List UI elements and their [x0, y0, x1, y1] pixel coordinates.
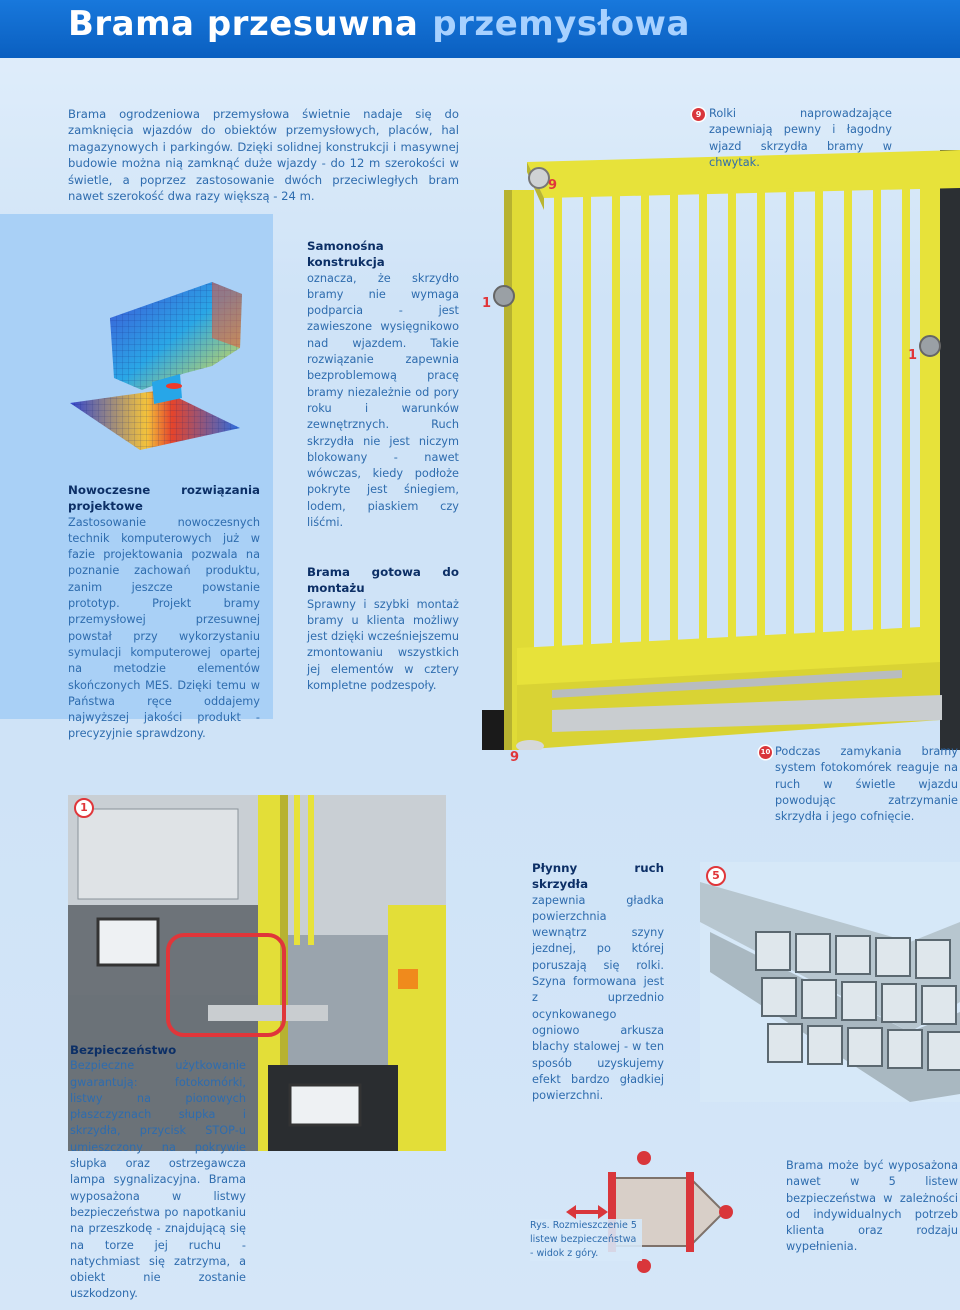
gate-bar [844, 187, 852, 632]
profile-cell [888, 1030, 922, 1068]
page-title [68, 4, 690, 44]
diagram-caption [530, 1219, 642, 1261]
profile-cell [882, 984, 916, 1022]
gate-label-9-bottom: 9 [510, 750, 520, 765]
photocell-note-text: Podczas zamykania bramy system fotokomórek reaguje na ruch w świetle wjazdu powodując zatrzymanie skrzydła i jego cofnięcie. [775, 745, 958, 824]
gate-bar [815, 188, 823, 634]
ready-gate-text: Sprawny i szybki montaż bramy u klienta możliwy jest dzięki wcześniejszemu zmontowaniu wszystkich jej elementów w cztery kompletne podzespoły. [307, 597, 459, 693]
profiles-photo [700, 862, 960, 1102]
gate-bar [641, 193, 649, 643]
profile-cell [762, 978, 796, 1016]
safety-text: Bezpieczne użytkowanie gwarantują: fotokomórki, listwy na pionowych płaszczyznach słupka i skrzydła, przycisk STOP-u umieszczony na pokrywie słupka oraz ostrzegawcza lampa sygnalizacyjna. Brama wyposażona w listwy bezpieczeństwa po napotkaniu na przeszkodę - znajdującą się na torze jej ruchu - natychmiast się zatrzyma, a obiekt nie zostanie uszkodzony. [70, 1059, 246, 1301]
self-supporting-heading: Samonośna konstrukcja [307, 239, 385, 270]
profile-cells [756, 932, 960, 1070]
modern-solutions-heading: Nowoczesne rozwiązania projektowe [68, 483, 260, 514]
gate-bar [873, 186, 881, 630]
equipment-note-text: Brama może być wyposażona nawet w 5 listew bezpieczeństwa w zależności od indywidualnych potrzeb klienta oraz rodzaju wypełnienia. [786, 1159, 958, 1254]
smooth-motion-heading: Płynny ruch skrzydła [532, 861, 664, 892]
rollers-note-text: Rolki naprowadzające zapewniają pewny i łagodny wjazd skrzydła bramy w chwytak. [709, 107, 892, 169]
gate-bar [612, 194, 620, 645]
equipment-note [786, 1158, 958, 1256]
title-part-1: Brama przesuwna [68, 4, 419, 44]
profile-cell [796, 934, 830, 972]
diagram-caption-text: Rys. Rozmieszczenie 5 listew bezpieczeństwa - widok z góry. [530, 1220, 637, 1259]
gate-bar [786, 189, 794, 635]
profile-cell [768, 1024, 802, 1062]
safety-section [70, 1042, 246, 1303]
safety-heading: Bezpieczeństwo [70, 1043, 177, 1057]
photocell-note [775, 744, 958, 825]
profile-cell [756, 932, 790, 970]
gate-bar [699, 192, 707, 641]
gate-bar [670, 192, 678, 641]
gate-label-9-top: 9 [548, 178, 558, 193]
intro-text: Brama ogrodzeniowa przemysłowa świetnie nadaje się do zamknięcia wjazdów do obiektów przemysłowych, placów, hal magazynowych i parkingów. Dzięki solidnej konstrukcji i masywnej budowie można nią zamknąć duże wjazdy - do 12 m szerokości w świetle, a poprzez zastosowanie dwóch przeciwległych bram nawet szerokość dwa razy większą - 24 m. [68, 107, 459, 204]
ready-gate-section [307, 564, 459, 694]
profile-cell [842, 982, 876, 1020]
profile-cell [928, 1032, 960, 1070]
smooth-motion-text: zapewnia gładka powierzchnia wewnątrz szyny jezdnej, po której poruszają się rolki. Szyna formowana jest z uprzednio ocynkowanego ogniowo arkusza blachy stalowej - w ten sposób uzyskujemy efekt bardzo gładkiej powierzchni. [532, 893, 664, 1103]
profile-cell [836, 936, 870, 974]
profile-cell [808, 1026, 842, 1064]
gate-bar [728, 191, 736, 639]
title-part-2: przemysłowa [432, 4, 690, 44]
profile-cell [848, 1028, 882, 1066]
profile-cell [876, 938, 910, 976]
photocell-badge: 10 [759, 746, 772, 759]
intro-paragraph [68, 106, 459, 204]
truck-label-text: 1 [80, 801, 88, 814]
self-supporting-section [307, 238, 459, 531]
gate-bar [757, 190, 765, 637]
smooth-motion-section [532, 860, 664, 1104]
profile-cell [916, 940, 950, 978]
gate-bar [583, 195, 591, 646]
fem-simulation-image [62, 278, 254, 450]
truck-label-1 [74, 798, 94, 818]
rollers-badge: 9 [692, 108, 705, 121]
profiles-label-5 [706, 866, 726, 886]
gate-bar [902, 185, 910, 629]
gate-label-1-right: 1 [908, 348, 918, 363]
ready-gate-heading: Brama gotowa do montażu [307, 565, 459, 596]
gate-label-1-left: 1 [482, 296, 492, 311]
modern-solutions-section [68, 482, 260, 743]
gate-photo [482, 150, 960, 750]
rollers-note [709, 106, 892, 171]
profile-cell [922, 986, 956, 1024]
self-supporting-text: oznacza, że skrzydło bramy nie wymaga podparcia - jest zawieszone wysięgnikowo nad wjazdem. Takie rozwiązanie zapewnia bezproblemową pracę bramy niezależnie od pory roku i warunków zewnętrznych. Ruch skrzydła nie jest niczym blokowany - nawet wówczas, kiedy podłoże pokryte jest śniegiem, lodem, piaskiem czy liśćmi. [307, 271, 459, 530]
modern-solutions-text: Zastosowanie nowoczesnych technik komputerowych już w fazie projektowania pozwala na poznanie zachowań produktu, zanim jeszcze powstanie prototyp. Projekt bramy przemysłowej przesuwnej powstał przy wykorzystaniu symulacji komputerowej opartej na metodzie elementów skończonych MES. Dzięki temu w Państwa ręce oddajemy najwyższej jakości produkt - precyzyjnie sprawdzony. [68, 515, 260, 741]
gate-bar [554, 196, 562, 648]
gate-bars [554, 185, 910, 648]
profile-cell [802, 980, 836, 1018]
profiles-label-text: 5 [712, 869, 720, 882]
header-banner [0, 0, 960, 58]
